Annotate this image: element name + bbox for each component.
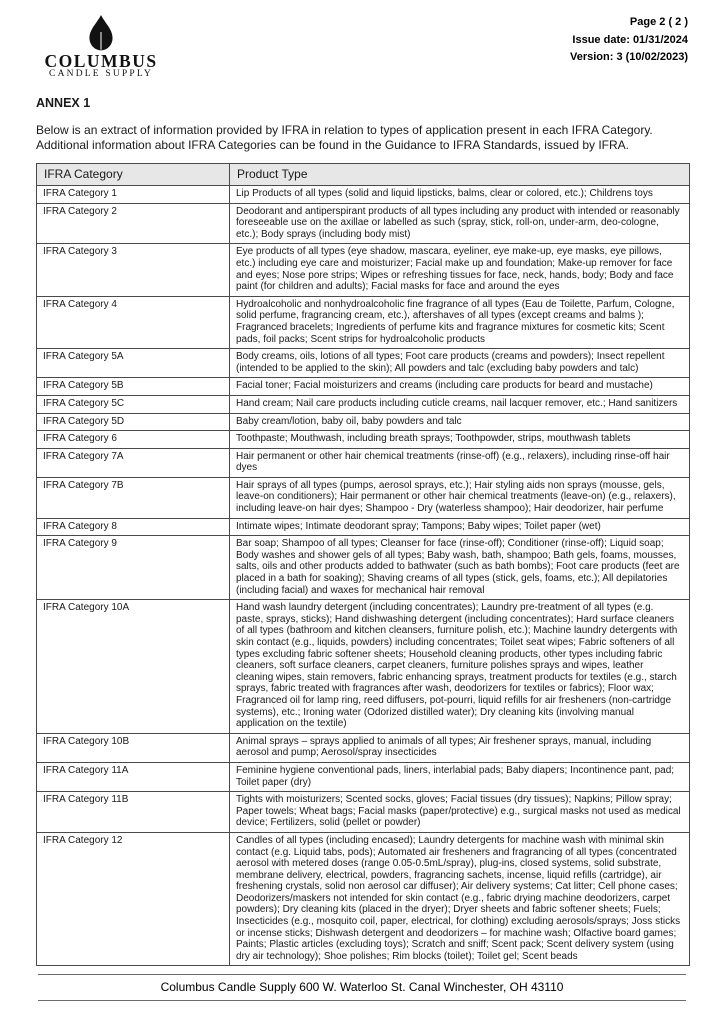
product-type-cell: Lip Products of all types (solid and liquid lipsticks, balms, clear or colored, etc.); Childrens toys (230, 186, 690, 204)
table-row (37, 244, 690, 296)
product-type-cell: Tights with moisturizers; Scented socks, gloves; Facial tissues (dry tissues); Napkins; Pillow spray; Paper towels; Wheat bags; Facial masks (paper/protective) e.g., surgical masks not used as medical device; Fertilizers, solid (pellet or powder) (230, 792, 690, 833)
annex-title: ANNEX 1 (36, 96, 91, 110)
table-row (37, 395, 690, 413)
ifra-category-table (36, 163, 690, 966)
table-row (37, 413, 690, 431)
ifra-category-cell: IFRA Category 8 (37, 518, 230, 536)
product-type-cell: Hair permanent or other hair chemical treatments (rinse-off) (e.g., relaxers), including rinse-off hair dyes (230, 448, 690, 477)
product-type-cell: Hydroalcoholic and nonhydroalcoholic fine fragrance of all types (Eau de Toilette, Parfum, Cologne, solid perfume, fragrancing cream, etc.), aftershaves of all types (except creams and balms ); Fragranced bracelets; Ingredients of perfume kits and fragrance mixtures for cosmetic kits; Scent pads, foil packs; Scent strips for hydroalcoholic products (230, 296, 690, 348)
page-header (36, 12, 688, 80)
version: Version: 3 (10/02/2023) (569, 51, 688, 63)
column-header-product-type: Product Type (230, 164, 690, 186)
product-type-cell: Hand cream; Nail care products including cuticle creams, nail lacquer remover, etc.; Hand sanitizers (230, 395, 690, 413)
table-row (37, 431, 690, 449)
table-row (37, 832, 690, 966)
table-row (37, 733, 690, 762)
table-row (37, 518, 690, 536)
page-info-block (570, 12, 688, 67)
ifra-category-cell: IFRA Category 12 (37, 832, 230, 966)
ifra-category-cell: IFRA Category 9 (37, 536, 230, 600)
product-type-cell: Baby cream/lotion, baby oil, baby powders and talc (230, 413, 690, 431)
ifra-category-cell: IFRA Category 6 (37, 431, 230, 449)
ifra-category-cell: IFRA Category 3 (37, 244, 230, 296)
product-type-cell: Hair sprays of all types (pumps, aerosol sprays, etc.); Hair styling aids non sprays (mousse, gels, leave-on conditioners); Hair permanent or other hair chemical treatments (leave-on) (e.g., relaxers), including leave-on hair dyes; Shampoo - Dry (waterless shampoo); Hair deodorizer, hair perfume (230, 477, 690, 518)
page-number: Page 2 ( 2 ) (629, 16, 688, 28)
ifra-category-cell: IFRA Category 11A (37, 762, 230, 791)
company-logo (36, 12, 166, 80)
table-row (37, 477, 690, 518)
product-type-cell: Feminine hygiene conventional pads, liners, interlabial pads; Baby diapers; Incontinence pant, pad; Toilet paper (dry) (230, 762, 690, 791)
flame-icon (84, 14, 118, 52)
ifra-category-cell: IFRA Category 5C (37, 395, 230, 413)
table-row (37, 296, 690, 348)
footer-address: Columbus Candle Supply 600 W. Waterloo St. Canal Winchester, OH 43110 (38, 974, 686, 1001)
logo-company-subname: CANDLE SUPPLY (49, 69, 153, 79)
table-row (37, 600, 690, 734)
ifra-category-cell: IFRA Category 10B (37, 733, 230, 762)
table-row (37, 378, 690, 396)
product-type-cell: Deodorant and antiperspirant products of all types including any product with intended or reasonably foreseeable use on the axillae or labelled as such (spray, stick, roll-on, under-arm, deo-cologne, etc.); Body sprays (including body mist) (230, 203, 690, 244)
table-row (37, 186, 690, 204)
product-type-cell: Body creams, oils, lotions of all types; Foot care products (creams and powders); Insect repellent (intended to be applied to the skin); All powders and talc (excluding baby powders and talc) (230, 349, 690, 378)
product-type-cell: Bar soap; Shampoo of all types; Cleanser for face (rinse-off); Conditioner (rinse-off); Liquid soap; Body washes and shower gels of all types; Baby wash, bath, shampoo; Bath gels, foams, mousses, salts, oils and other products added to bathwater (such as bath bombs); Foot care products (feet are placed in a bath for soaking); Shaving creams of all types (stick, gels, foams, etc.); All depilatories (including facial) and waxes for mechanical hair removal (230, 536, 690, 600)
product-type-cell: Hand wash laundry detergent (including concentrates); Laundry pre-treatment of all types (e.g. paste, sprays, sticks); Hand dishwashing detergent (including concentrates); Hard surface cleaners of all types (bathroom and kitchen cleansers, furniture polish, etc.); Machine laundry detergents with skin contact (e.g., liquids, powders) including concentrates; Toilet seat wipes; Fabric softeners of all types excluding fabric softener sheets; Household cleaning products, other types including fabric cleaners, soft surface cleaners, carpet cleaners, furniture polishes sprays and wipes, leather cleaning wipes, stain removers, fabric enhancing sprays, treatment products for textiles (e.g., starch sprays, fabric treated with fragrances after wash, deodorizers for textiles or fabrics); Floor wax; Fragranced oil for lamp ring, reed diffusers, pot-pourri, liquid refills for air fresheners (non-cartridge systems), etc.; Ironing water (Odorized distilled water); Dry cleaning kits (involving manual application on the textile) (230, 600, 690, 734)
ifra-category-cell: IFRA Category 5D (37, 413, 230, 431)
ifra-category-cell: IFRA Category 11B (37, 792, 230, 833)
ifra-category-cell: IFRA Category 10A (37, 600, 230, 734)
ifra-category-cell: IFRA Category 7A (37, 448, 230, 477)
table-row (37, 203, 690, 244)
ifra-category-cell: IFRA Category 2 (37, 203, 230, 244)
product-type-cell: Candles of all types (including encased); Laundry detergents for machine wash with minimal skin contact (e.g. Liquid tabs, pods); Automated air fresheners and fragrancing of all types (concentrated aerosol with metered doses (range 0.05-0.5mL/spray), plug-ins, closed systems, solid substrate, membrane delivery, electrical, powders, fragrancing sachets, incense, liquid refills (cartridge), air freshening crystals, solid non aerosol car diffuser); Air delivery systems; Cat litter; Cell phone cases; Deodorizers/maskers not intended for skin contact (e.g., fabric drying machine deodorizers, carpet powders); Dry cleaning kits (placed in the dryer); Dryer sheets and fabric softener sheets; Fuels; Insecticides (e.g., mosquito coil, paper, electrical, for clothing) excluding aerosols/sprays; Joss sticks or incense sticks; Dishwash detergent and deodorizers – for machine wash; Olfactive board games; Paints; Plastic articles (excluding toys); Scratch and sniff; Scent pack; Scent delivery system (using dry air technology); Shoe polishes; Rim blocks (toilet); Toilet gel; Scent beads (230, 832, 690, 966)
table-row (37, 762, 690, 791)
ifra-category-cell: IFRA Category 5A (37, 349, 230, 378)
table-row (37, 792, 690, 833)
product-type-cell: Animal sprays – sprays applied to animals of all types; Air freshener sprays, manual, including aerosol and pump; Aerosol/spray insecticides (230, 733, 690, 762)
table-row (37, 536, 690, 600)
ifra-category-cell: IFRA Category 5B (37, 378, 230, 396)
intro-paragraph: Below is an extract of information provided by IFRA in relation to types of application present in each IFRA Category. Additional information about IFRA Categories can be found in the Guidance to IFRA Standards, issued by IFRA. (36, 123, 653, 152)
product-type-cell: Toothpaste; Mouthwash, including breath sprays; Toothpowder, strips, mouthwash tablets (230, 431, 690, 449)
column-header-ifra-category: IFRA Category (37, 164, 230, 186)
ifra-category-cell: IFRA Category 4 (37, 296, 230, 348)
issue-date: Issue date: 01/31/2024 (572, 33, 688, 46)
table-row (37, 349, 690, 378)
ifra-category-cell: IFRA Category 7B (37, 477, 230, 518)
product-type-cell: Eye products of all types (eye shadow, mascara, eyeliner, eye make-up, eye masks, eye pillows, etc.) including eye care and moisturizer; Facial make up and foundation; Make-up remover for face and eyes; Nose pore strips; Wipes or refreshing tissues for face, neck, hands, body; Body and face paint (for children and adults); Facial masks for face and around the eyes (230, 244, 690, 296)
product-type-cell: Facial toner; Facial moisturizers and creams (including care products for beard and mustache) (230, 378, 690, 396)
table-row (37, 448, 690, 477)
table-header-row (37, 164, 690, 186)
ifra-category-cell: IFRA Category 1 (37, 186, 230, 204)
logo-company-name: COLUMBUS (44, 51, 158, 71)
product-type-cell: Intimate wipes; Intimate deodorant spray; Tampons; Baby wipes; Toilet paper (wet) (230, 518, 690, 536)
